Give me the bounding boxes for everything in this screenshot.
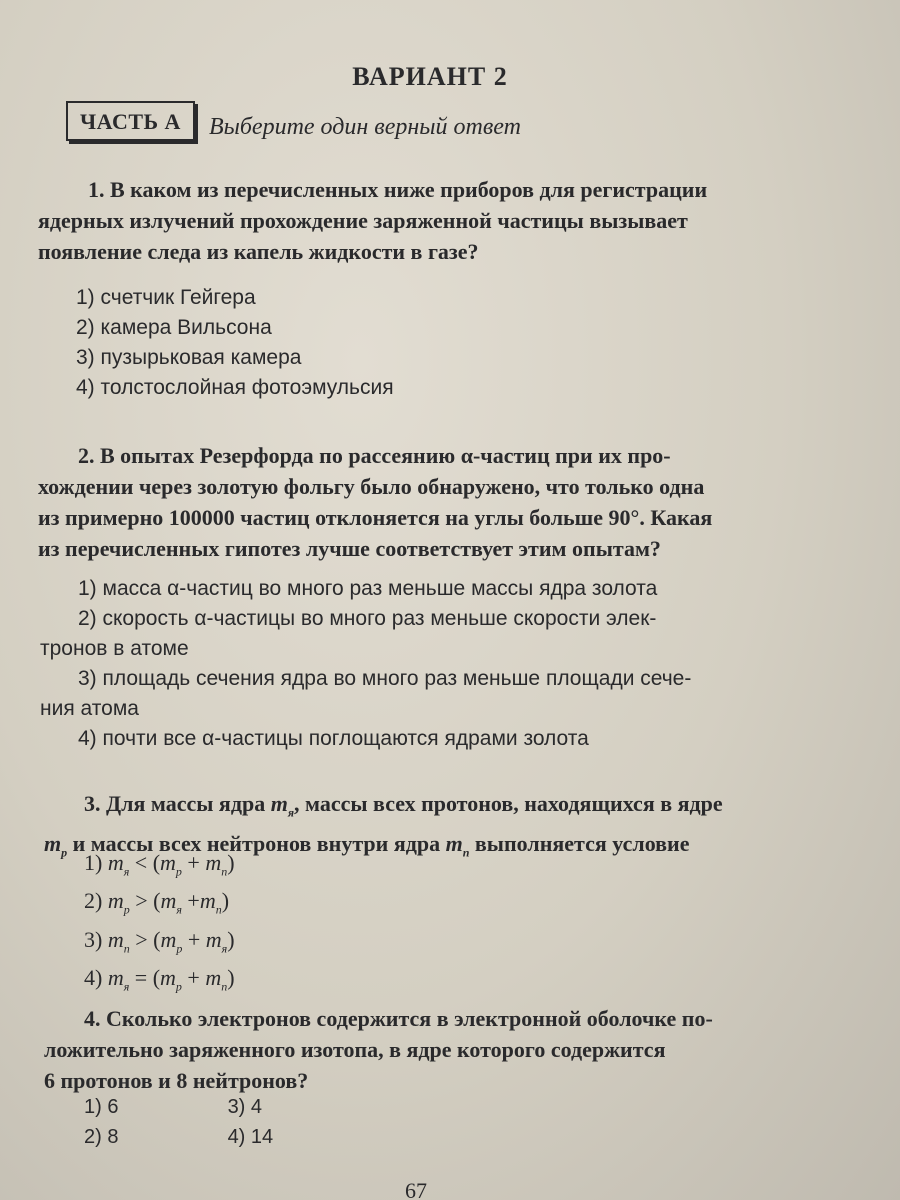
question-line: 2. В опытах Резерфорда по рассеянию α-частиц при их про-	[78, 443, 671, 468]
math-operator: +	[181, 850, 206, 875]
math-subscript: р	[175, 979, 182, 994]
math-subscript: n	[221, 864, 228, 879]
answer-option	[84, 963, 235, 1001]
math-symbol: m	[107, 926, 124, 952]
math-operator: +	[181, 888, 200, 914]
answer-option: 1) 6	[84, 1096, 119, 1118]
question-line: из примерно 100000 частиц отклоняется на углы больше 90°. Какая	[38, 505, 713, 530]
math-subscript: р	[176, 941, 183, 956]
answer-option: 4) толстослойная фотоэмульсия	[76, 376, 394, 399]
math-subscript: р	[175, 864, 182, 879]
answer-option: 4) 14	[227, 1126, 274, 1148]
answer-number: 1)	[84, 850, 103, 875]
math-subscript: я	[287, 805, 295, 820]
answer-option	[84, 925, 235, 963]
math-symbol: m	[160, 965, 176, 991]
answer-option	[84, 848, 235, 886]
part-instruction: Выберите один верный ответ	[208, 114, 521, 140]
variant-title: ВАРИАНТ 2	[352, 62, 508, 91]
question-line: из перечисленных гипотез лучше соответствует этим опытам?	[38, 536, 661, 561]
question-1-text	[38, 174, 707, 267]
math-subscript: n	[462, 845, 470, 860]
question-3-answers	[84, 848, 235, 1002]
answer-option: тронов в атоме	[40, 637, 189, 660]
math-subscript: n	[123, 941, 130, 956]
math-operator: )	[227, 965, 235, 991]
math-symbol: m	[445, 831, 463, 857]
math-subscript: n	[215, 902, 222, 917]
answer-option: 2) камера Вильсона	[76, 316, 272, 339]
question-line: 4. Сколько электронов содержится в электронной оболочке по-	[84, 1006, 713, 1031]
math-operator: > (	[129, 888, 161, 914]
answer-option: 3) пузырьковая камера	[76, 346, 302, 369]
answer-option: 1) счетчик Гейгера	[76, 286, 256, 309]
math-operator: < (	[129, 850, 161, 875]
part-label-box: ЧАСТЬ А	[66, 101, 195, 141]
math-symbol: m	[199, 888, 216, 914]
answer-number: 2)	[84, 888, 103, 914]
answer-option: 2) 8	[84, 1126, 119, 1148]
question-line: появление следа из капель жидкости в газе?	[38, 239, 479, 264]
math-symbol: m	[205, 965, 222, 991]
math-subscript: р	[61, 845, 68, 860]
math-symbol: m	[160, 850, 176, 875]
math-operator: +	[182, 926, 206, 952]
math-symbol: m	[160, 926, 177, 952]
answer-option: 3) 4	[227, 1096, 263, 1118]
math-symbol: m	[205, 926, 222, 952]
answer-number: 4)	[84, 965, 103, 991]
math-symbol: m	[107, 965, 124, 991]
math-subscript: р	[123, 902, 130, 917]
question-line: 6 протонов и 8 нейтронов?	[44, 1068, 309, 1093]
math-symbol: m	[270, 791, 288, 816]
math-symbol: m	[160, 888, 177, 914]
answer-option: 1) масса α-частиц во много раз меньше массы ядра золота	[78, 577, 658, 600]
math-symbol: m	[107, 888, 124, 914]
math-symbol: m	[107, 850, 124, 875]
question-1-answers	[76, 283, 394, 403]
question-text-part: и массы всех нейтронов внутри ядра	[67, 831, 446, 857]
question-text-part: , массы всех протонов, находящихся в ядре	[294, 791, 723, 816]
answer-option: 2) скорость α-частицы во много раз меньше скорости элек-	[78, 607, 657, 630]
math-operator: )	[227, 926, 235, 952]
math-subscript: я	[123, 864, 130, 879]
question-2-text	[38, 440, 712, 564]
math-operator: )	[227, 850, 235, 875]
part-header	[66, 100, 521, 141]
question-line: ядерных излучений прохождение заряженной частицы вызывает	[38, 208, 688, 233]
question-2-answers	[40, 574, 691, 754]
question-line: 1. В каком из перечисленных ниже приборов для регистрации	[88, 177, 708, 202]
math-subscript: n	[221, 979, 228, 994]
math-operator: )	[221, 888, 230, 914]
math-operator: = (	[129, 965, 161, 991]
page-number: 67	[405, 1178, 427, 1200]
question-text-part: выполняется условие	[469, 831, 690, 857]
math-operator: > (	[129, 926, 161, 952]
math-symbol: m	[205, 850, 222, 875]
question-4-answers	[84, 1092, 273, 1152]
math-subscript: я	[176, 902, 182, 917]
answer-option: 3) площадь сечения ядра во много раз меньше площади сече-	[78, 667, 692, 690]
answer-number: 3)	[84, 926, 103, 952]
question-line: хождении через золотую фольгу было обнаружено, что только одна	[38, 474, 705, 499]
answer-option	[84, 886, 235, 924]
answer-option: 4) почти все α-частицы поглощаются ядрами золота	[78, 727, 589, 750]
math-symbol: m	[44, 831, 62, 857]
question-4-text	[44, 1003, 713, 1096]
question-text-part: 3. Для массы ядра	[84, 791, 271, 816]
math-subscript: я	[123, 979, 130, 994]
math-subscript: я	[221, 941, 228, 956]
math-operator: +	[181, 965, 206, 991]
question-line: ложительно заряженного изотопа, в ядре которого содержится	[44, 1037, 666, 1062]
answer-option: ния атома	[40, 697, 139, 720]
